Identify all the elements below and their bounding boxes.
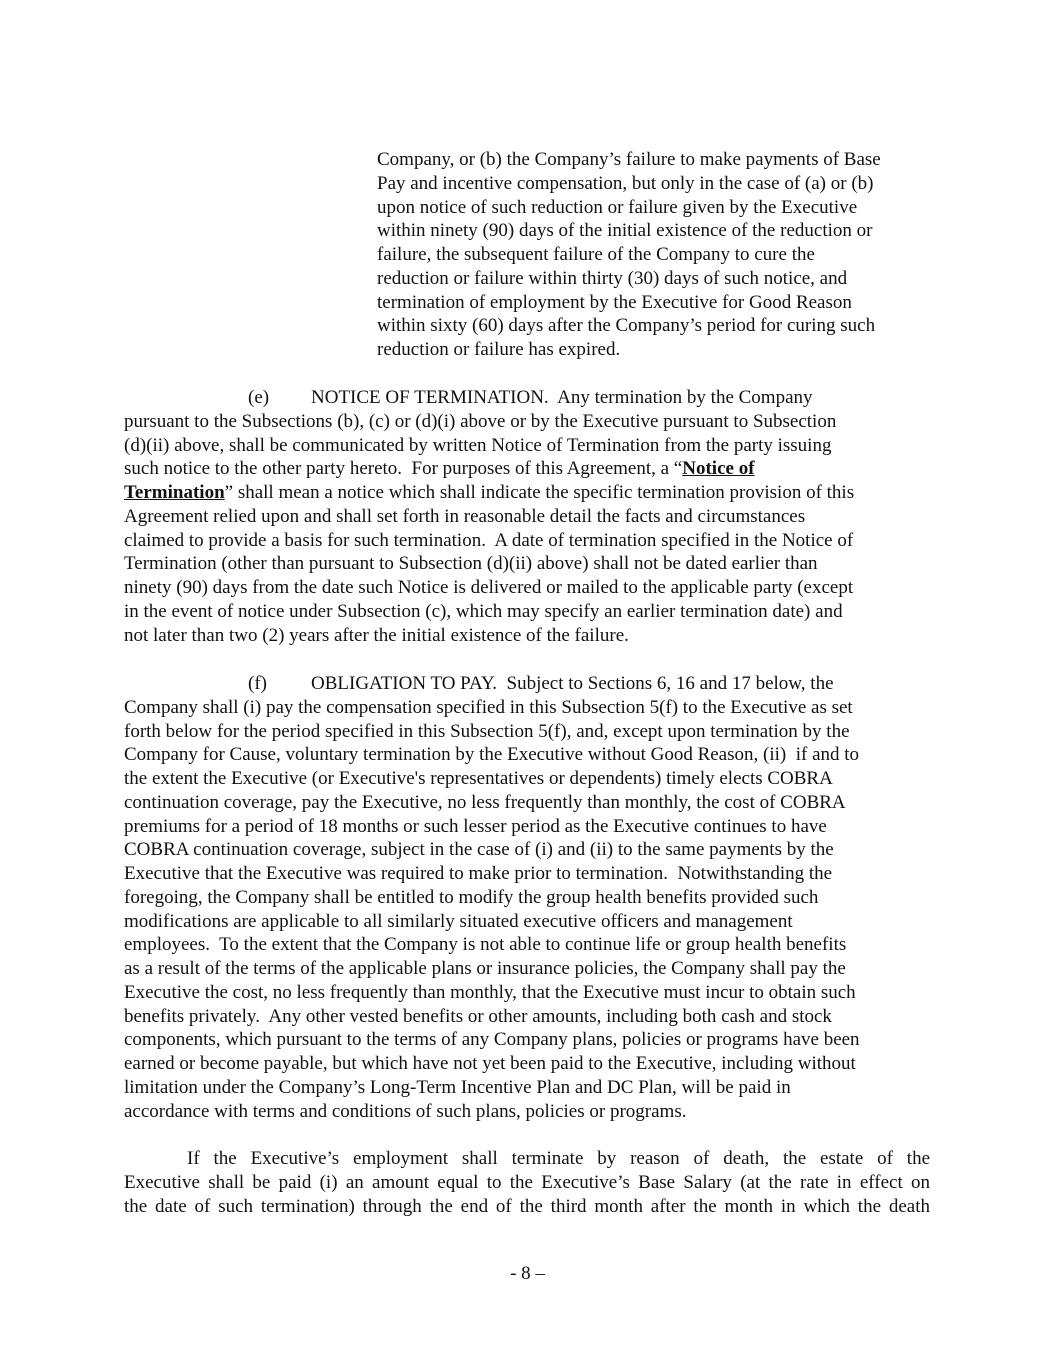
text-line: limitation under the Company’s Long-Term Incentive Plan and DC Plan, will be paid in bbox=[124, 1076, 791, 1098]
text-line: continuation coverage, pay the Executive, no less frequently than monthly, the cost of COBRA bbox=[124, 791, 846, 813]
section-label: (e) bbox=[248, 387, 270, 408]
text-line: within ninety (90) days of the initial existence of the reduction or bbox=[377, 220, 873, 242]
section-label: (f) bbox=[248, 673, 267, 694]
text-line: COBRA continuation coverage, subject in the case of (i) and (ii) to the same payments by the bbox=[124, 839, 834, 861]
text-line: not later than two (2) years after the initial existence of the failure. bbox=[124, 624, 629, 646]
text-line: pursuant to the Subsections (b), (c) or (d)(i) above or by the Executive pursuant to Subsection bbox=[124, 410, 837, 432]
page-number: - 8 – bbox=[510, 1263, 545, 1284]
text-line: earned or become payable, but which have not yet been paid to the Executive, including without bbox=[124, 1053, 856, 1074]
text-line: termination of employment by the Executive for Good Reason bbox=[377, 291, 852, 313]
text-line: premiums for a period of 18 months or such lesser period as the Executive continues to have bbox=[124, 815, 827, 837]
text-line: Company, or (b) the Company’s failure to make payments of Base bbox=[377, 149, 881, 170]
text-segment: ” shall mean a notice which shall indicate the specific termination provision of this bbox=[224, 482, 855, 503]
section-heading-line: OBLIGATION TO PAY. Subject to Sections 6, 16 and 17 below, the bbox=[311, 673, 834, 694]
text-line: modifications are applicable to all similarly situated executive officers and management bbox=[124, 910, 793, 932]
text-line: Executive that the Executive was required to make prior to termination. Notwithstanding the bbox=[124, 863, 833, 884]
text-line: accordance with terms and conditions of such plans, policies or programs. bbox=[124, 1100, 687, 1122]
text-line: ninety (90) days from the date such Notice is delivered or mailed to the applicable party (except bbox=[124, 577, 854, 598]
section-heading-line: NOTICE OF TERMINATION. Any termination by the Company bbox=[311, 387, 813, 408]
text-line: the date of such termination) through the end of the third month after the month in which the death bbox=[124, 1195, 930, 1217]
text-line: (d)(ii) above, shall be communicated by written Notice of Termination from the party issuing bbox=[124, 434, 832, 456]
text-line: Company shall (i) pay the compensation specified in this Subsection 5(f) to the Executive as set bbox=[124, 696, 853, 718]
text-line: Agreement relied upon and shall set forth in reasonable detail the facts and circumstances bbox=[124, 505, 806, 527]
defined-term: Termination bbox=[124, 482, 225, 503]
text-line: Pay and incentive compensation, but only in the case of (a) or (b) bbox=[377, 172, 874, 194]
section-f-obligation-to-pay bbox=[124, 672, 934, 1123]
text-line: as a result of the terms of the applicable plans or insurance policies, the Company shall pay the bbox=[124, 958, 846, 979]
text-line: in the event of notice under Subsection (c), which may specify an earlier termination date) and bbox=[124, 600, 843, 622]
text-segment: such notice to the other party hereto. For purposes of this Agreement, a “ bbox=[124, 458, 683, 480]
text-line: components, which pursuant to the terms of any Company plans, policies or programs have been bbox=[124, 1029, 860, 1051]
text-line: Executive shall be paid (i) an amount equal to the Executive’s Base Salary (at the rate in effect on bbox=[124, 1171, 930, 1193]
text-line: reduction or failure has expired. bbox=[377, 339, 621, 360]
text-line: within sixty (60) days after the Company’s period for curing such bbox=[377, 315, 876, 337]
continued-clause-block bbox=[377, 148, 937, 362]
text-line: forth below for the period specified in this Subsection 5(f), and, except upon termination by the bbox=[124, 720, 850, 742]
text-line: employees. To the extent that the Company is not able to continue life or group health benefits bbox=[124, 934, 847, 956]
text-line: upon notice of such reduction or failure given by the Executive bbox=[377, 196, 858, 218]
text-line: failure, the subsequent failure of the Company to cure the bbox=[377, 244, 815, 265]
text-line: Termination (other than pursuant to Subsection (d)(ii) above) shall not be dated earlier than bbox=[124, 553, 818, 575]
text-line: Executive the cost, no less frequently than monthly, that the Executive must incur to obtain such bbox=[124, 981, 856, 1003]
defined-term: Notice of bbox=[682, 458, 755, 480]
text-line: reduction or failure within thirty (30) days of such notice, and bbox=[377, 267, 848, 289]
text-line: benefits privately. Any other vested benefits or other amounts, including both cash and stock bbox=[124, 1005, 832, 1027]
text-line: the extent the Executive (or Executive's representatives or dependents) timely elects COBRA bbox=[124, 768, 833, 789]
text-line: If the Executive’s employment shall terminate by reason of death, the estate of the bbox=[187, 1148, 930, 1169]
text-line: Company for Cause, voluntary termination by the Executive without Good Reason, (ii) if and to bbox=[124, 744, 860, 766]
text-line: claimed to provide a basis for such termination. A date of termination specified in the Notice of bbox=[124, 529, 854, 551]
death-termination-paragraph bbox=[124, 1147, 930, 1218]
text-line: foregoing, the Company shall be entitled to modify the group health benefits provided such bbox=[124, 886, 819, 908]
section-e-notice-of-termination bbox=[124, 386, 934, 647]
